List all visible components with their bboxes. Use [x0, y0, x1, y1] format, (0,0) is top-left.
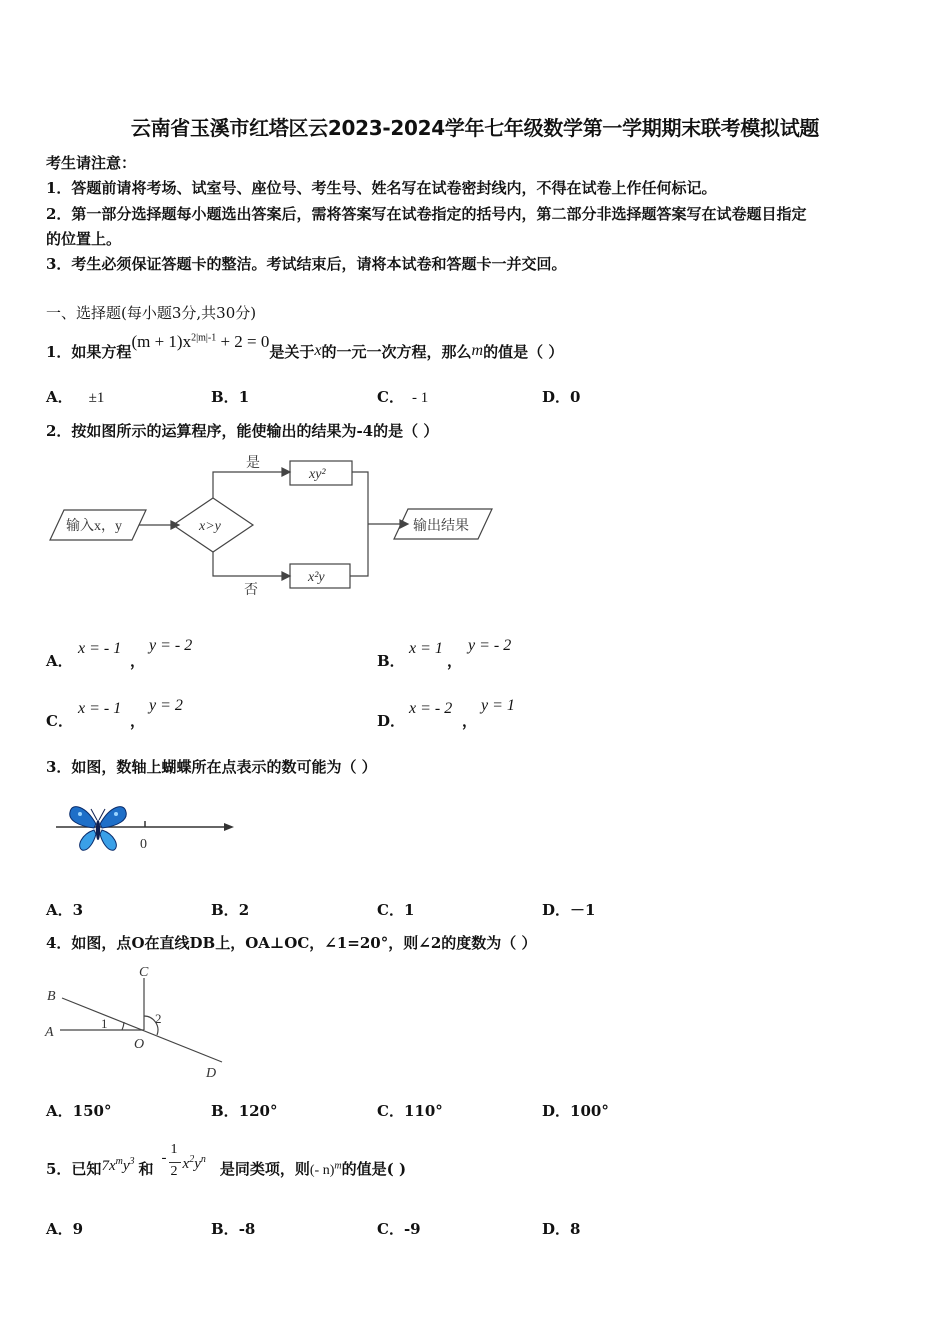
q3-number-line	[50, 800, 240, 856]
notice-item-2-cont: 的位置上。	[46, 230, 122, 248]
question-1: 1．如果方程$(m + 1)x^{2|m|-1} + 2 = 0$是关于x的一元一次方程，那么m的值是（ ）	[46, 332, 564, 361]
q1-option-d[interactable]: D．0	[542, 388, 581, 406]
q3-option-a[interactable]: A．3	[46, 901, 84, 919]
number-line-zero: 0	[140, 837, 147, 852]
flow-yes-label: 是	[246, 456, 260, 471]
butterfly-icon	[70, 807, 127, 851]
flow-no-op-label: x²y	[308, 570, 325, 585]
notice-item-2: 2．第一部分选择题每小题选出答案后，需将答案写在试卷指定的括号内，第二部分非选择题答案写在试卷题目指定	[46, 205, 807, 223]
label-d: D	[206, 1066, 217, 1081]
question-4: 4．如图，点O在直线DB上，OA⊥OC，∠1=20°，则∠2的度数为（ ）	[46, 934, 537, 952]
label-a: A	[45, 1025, 54, 1040]
label-angle-2: 2	[155, 1011, 162, 1026]
q4-option-b[interactable]: B．120°	[211, 1102, 278, 1120]
q5-fraction: $\frac{1}{2}$	[169, 1160, 183, 1180]
q4-option-d[interactable]: D．100°	[542, 1102, 609, 1120]
label-b: B	[47, 989, 56, 1004]
q5-expression: (- n)$^m$	[309, 1160, 342, 1178]
q2-option-d[interactable]: D． x = - 2 ， y = 1	[377, 697, 515, 730]
notice-item-3: 3．考生必须保证答题卡的整洁。考试结束后，请将本试卷和答题卡一并交回。	[46, 255, 567, 273]
q1-option-c[interactable]: C． - 1	[377, 388, 429, 406]
q5-option-d[interactable]: D．8	[542, 1220, 581, 1238]
q5-option-c[interactable]: C．-9	[377, 1220, 421, 1238]
flow-output-label: 输出结果	[413, 519, 469, 534]
q2-flowchart	[46, 448, 506, 600]
question-5: 5．已知$7x^my^3$ 和- $\frac{1}{2}$ $x^2y^n$是同类项，则(- n)$^m$的值是( )	[46, 1142, 407, 1179]
flow-condition-label: x>y	[199, 519, 221, 534]
q1-equation: $(m + 1)x^{2|m|-1} + 2 = 0$	[131, 332, 270, 351]
q5-term-2: $x^2y^n$	[182, 1154, 206, 1172]
label-angle-1: 1	[101, 1016, 108, 1031]
q5-term-1: $7x^my^3$	[101, 1156, 135, 1174]
flow-input-label: 输入x，y	[66, 519, 122, 534]
q3-option-b[interactable]: B．2	[211, 901, 250, 919]
q1-option-b[interactable]: B．1	[211, 388, 250, 406]
flow-no-label: 否	[244, 583, 258, 598]
q5-option-b[interactable]: B．-8	[211, 1220, 256, 1238]
q4-option-c[interactable]: C．110°	[377, 1102, 443, 1120]
q1-option-a[interactable]: A． ±1	[46, 388, 105, 406]
q3-option-c[interactable]: C．1	[377, 901, 415, 919]
label-c: C	[139, 965, 149, 980]
q5-option-a[interactable]: A．9	[46, 1220, 84, 1238]
section-heading: 一、选择题(每小题3分,共30分)	[46, 304, 257, 322]
notice-item-1: 1．答题前请将考场、试室号、座位号、考生号、姓名写在试卷密封线内，不得在试卷上作任何标记。	[46, 179, 717, 197]
page-title: 云南省玉溪市红塔区云2023-2024学年七年级数学第一学期期末联考模拟试题	[130, 116, 820, 140]
q4-option-a[interactable]: A．150°	[46, 1102, 112, 1120]
q2-option-c[interactable]: C． x = - 1 ， y = 2	[46, 697, 183, 730]
q2-option-a[interactable]: A． x = - 1 ， y = - 2	[46, 637, 193, 670]
q3-option-d[interactable]: D．－1	[542, 901, 596, 919]
q4-angle-figure	[40, 960, 240, 1084]
question-2: 2．按如图所示的运算程序，能使输出的结果为-4的是（ ）	[46, 422, 439, 440]
label-o: O	[134, 1037, 145, 1052]
question-3: 3．如图，数轴上蝴蝶所在点表示的数可能为（ ）	[46, 758, 377, 776]
q2-option-b[interactable]: B． x = 1 ， y = - 2	[377, 637, 512, 670]
flow-yes-op-label: xy²	[309, 467, 326, 482]
notice-heading: 考生请注意：	[46, 154, 137, 172]
